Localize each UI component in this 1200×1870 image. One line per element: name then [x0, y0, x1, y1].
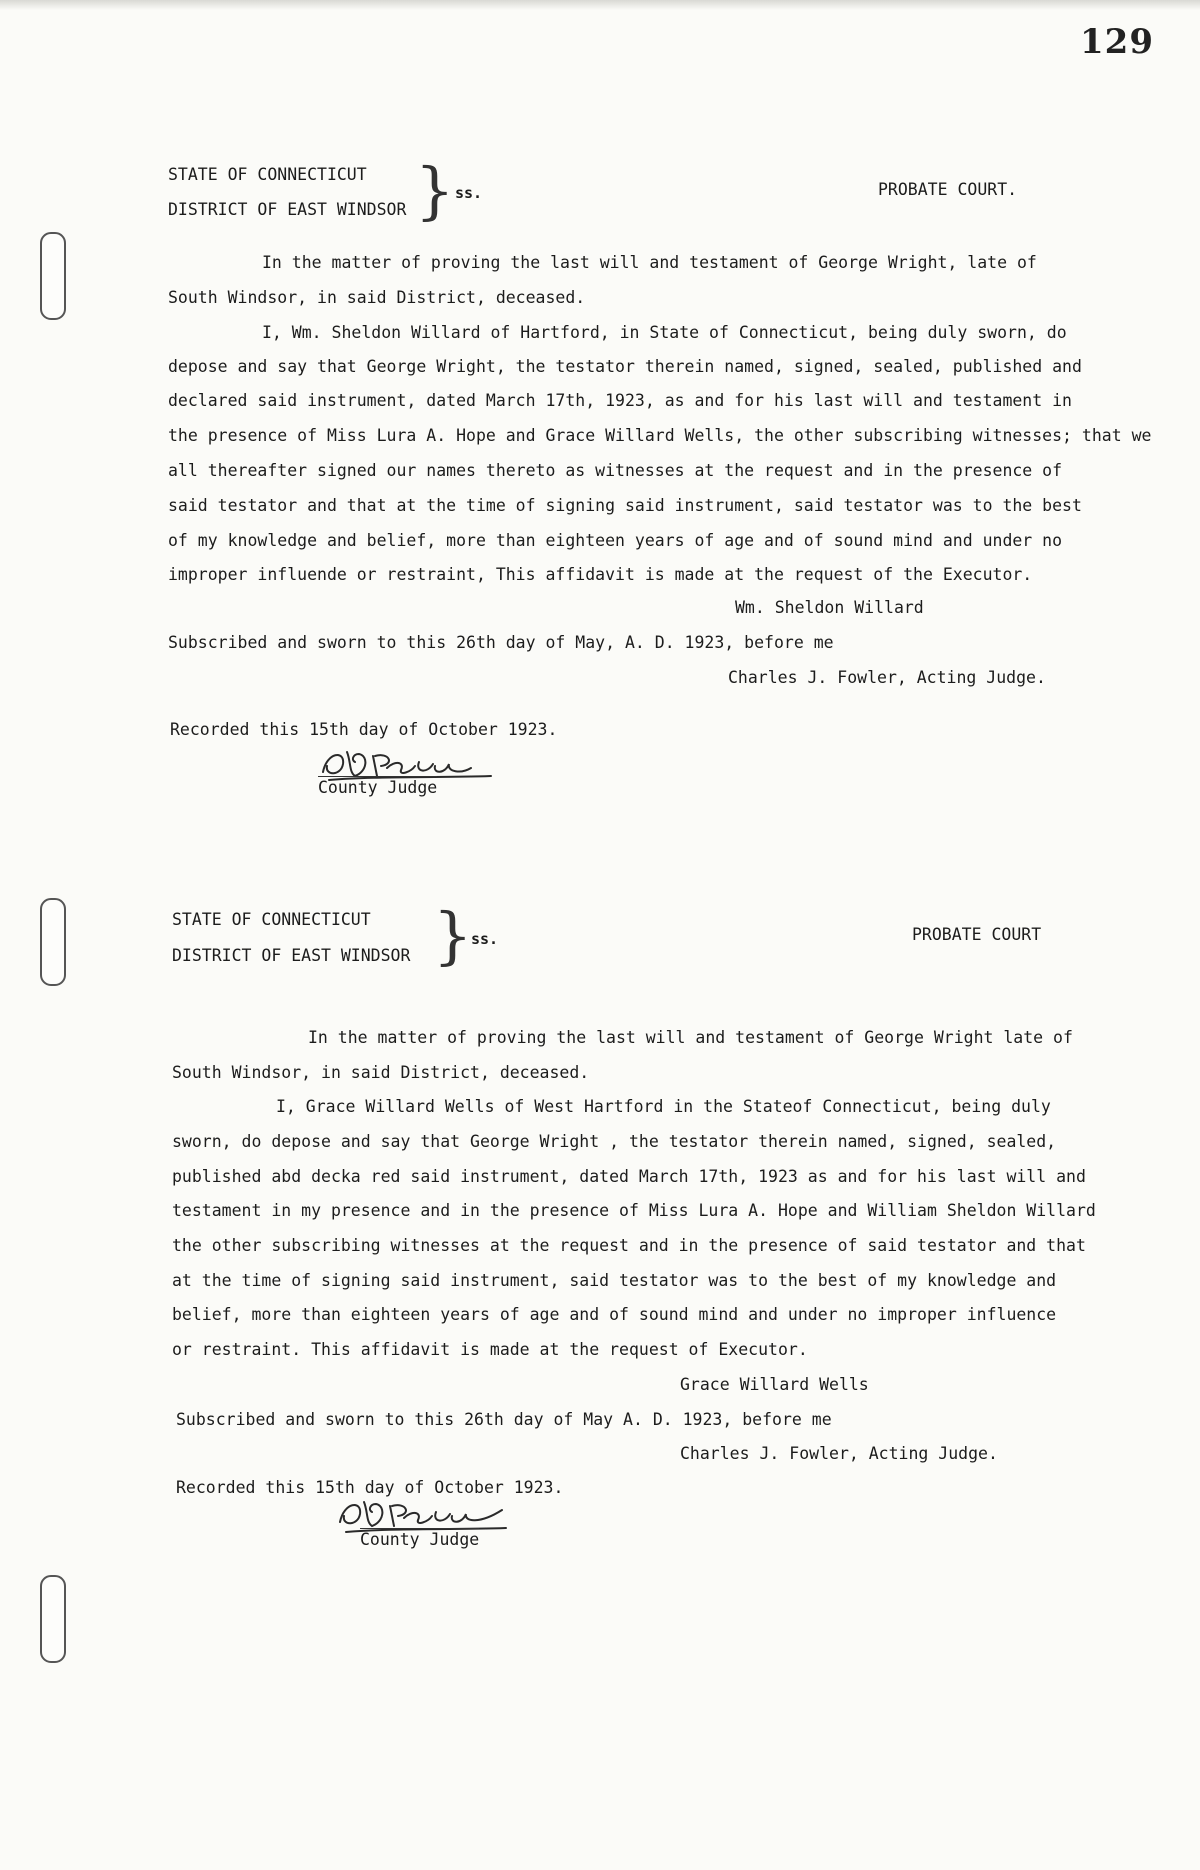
acting-judge-name: Charles J. Fowler, Acting Judge. [680, 1444, 998, 1463]
body-line: In the matter of proving the last will and testament of George Wright late of [308, 1028, 1073, 1047]
state-heading: STATE OF CONNECTICUT [172, 910, 371, 929]
district-heading: DISTRICT OF EAST WINDSOR [172, 946, 411, 965]
subscribed-line: Subscribed and sworn to this 26th day of May, A. D. 1923, before me [168, 633, 834, 652]
body-line: testament in my presence and in the presence of Miss Lura A. Hope and William Sheldon Willard [172, 1201, 1096, 1220]
body-line: of my knowledge and belief, more than eighteen years of age and of sound mind and under no [168, 531, 1063, 550]
recorded-line: Recorded this 15th day of October 1923. [170, 720, 558, 739]
affiant-signature-name: Wm. Sheldon Willard [735, 598, 924, 617]
affiant-signature-name: Grace Willard Wells [680, 1375, 869, 1394]
ss-label: ss. [471, 930, 499, 948]
body-line: I, Grace Willard Wells of West Hartford in the Stateof Connecticut, being duly [276, 1097, 1051, 1116]
body-line: all thereafter signed our names thereto as witnesses at the request and in the presence of [168, 461, 1063, 480]
brace-bracket: } [433, 899, 473, 972]
body-line: belief, more than eighteen years of age and of sound mind and under no improper influence [172, 1305, 1057, 1324]
state-heading: STATE OF CONNECTICUT [168, 165, 367, 184]
recorded-line: Recorded this 15th day of October 1923. [176, 1478, 564, 1497]
body-line: declared said instrument, dated March 17th, 1923, as and for his last will and testament in [168, 391, 1072, 410]
body-line: improper influende or restraint, This affidavit is made at the request of the Executor. [168, 565, 1033, 584]
body-line: South Windsor, in said District, deceased. [168, 288, 586, 307]
binder-hole [40, 232, 66, 320]
court-heading: PROBATE COURT. [878, 180, 1018, 199]
body-line: In the matter of proving the last will and testament of George Wright, late of [262, 253, 1037, 272]
ss-label: ss. [455, 184, 483, 202]
brace-bracket: } [415, 154, 455, 227]
body-line: South Windsor, in said District, deceased. [172, 1063, 590, 1082]
county-judge-label: County Judge [360, 1530, 480, 1549]
body-line: I, Wm. Sheldon Willard of Hartford, in State of Connecticut, being duly sworn, do [262, 323, 1067, 342]
body-line: the presence of Miss Lura A. Hope and Grace Willard Wells, the other subscribing witnesses; that we [168, 426, 1152, 445]
binder-hole [40, 898, 66, 986]
subscribed-line: Subscribed and sworn to this 26th day of May A. D. 1923, before me [176, 1410, 832, 1429]
body-line: sworn, do depose and say that George Wright , the testator therein named, signed, sealed, [172, 1132, 1057, 1151]
body-line: depose and say that George Wright, the testator therein named, signed, sealed, published and [168, 357, 1082, 376]
page-top-edge [0, 0, 1200, 10]
body-line: or restraint. This affidavit is made at the request of Executor. [172, 1340, 808, 1359]
county-judge-label: County Judge [318, 778, 438, 797]
binder-hole [40, 1575, 66, 1663]
court-heading: PROBATE COURT [912, 925, 1042, 944]
body-line: said testator and that at the time of signing said instrument, said testator was to the best [168, 496, 1082, 515]
page-number: 129 [1080, 22, 1154, 62]
body-line: published abd decka red said instrument, dated March 17th, 1923 as and for his last will and [172, 1167, 1086, 1186]
body-line: the other subscribing witnesses at the request and in the presence of said testator and that [172, 1236, 1086, 1255]
acting-judge-name: Charles J. Fowler, Acting Judge. [728, 668, 1046, 687]
district-heading: DISTRICT OF EAST WINDSOR [168, 200, 407, 219]
body-line: at the time of signing said instrument, said testator was to the best of my knowledge and [172, 1271, 1057, 1290]
